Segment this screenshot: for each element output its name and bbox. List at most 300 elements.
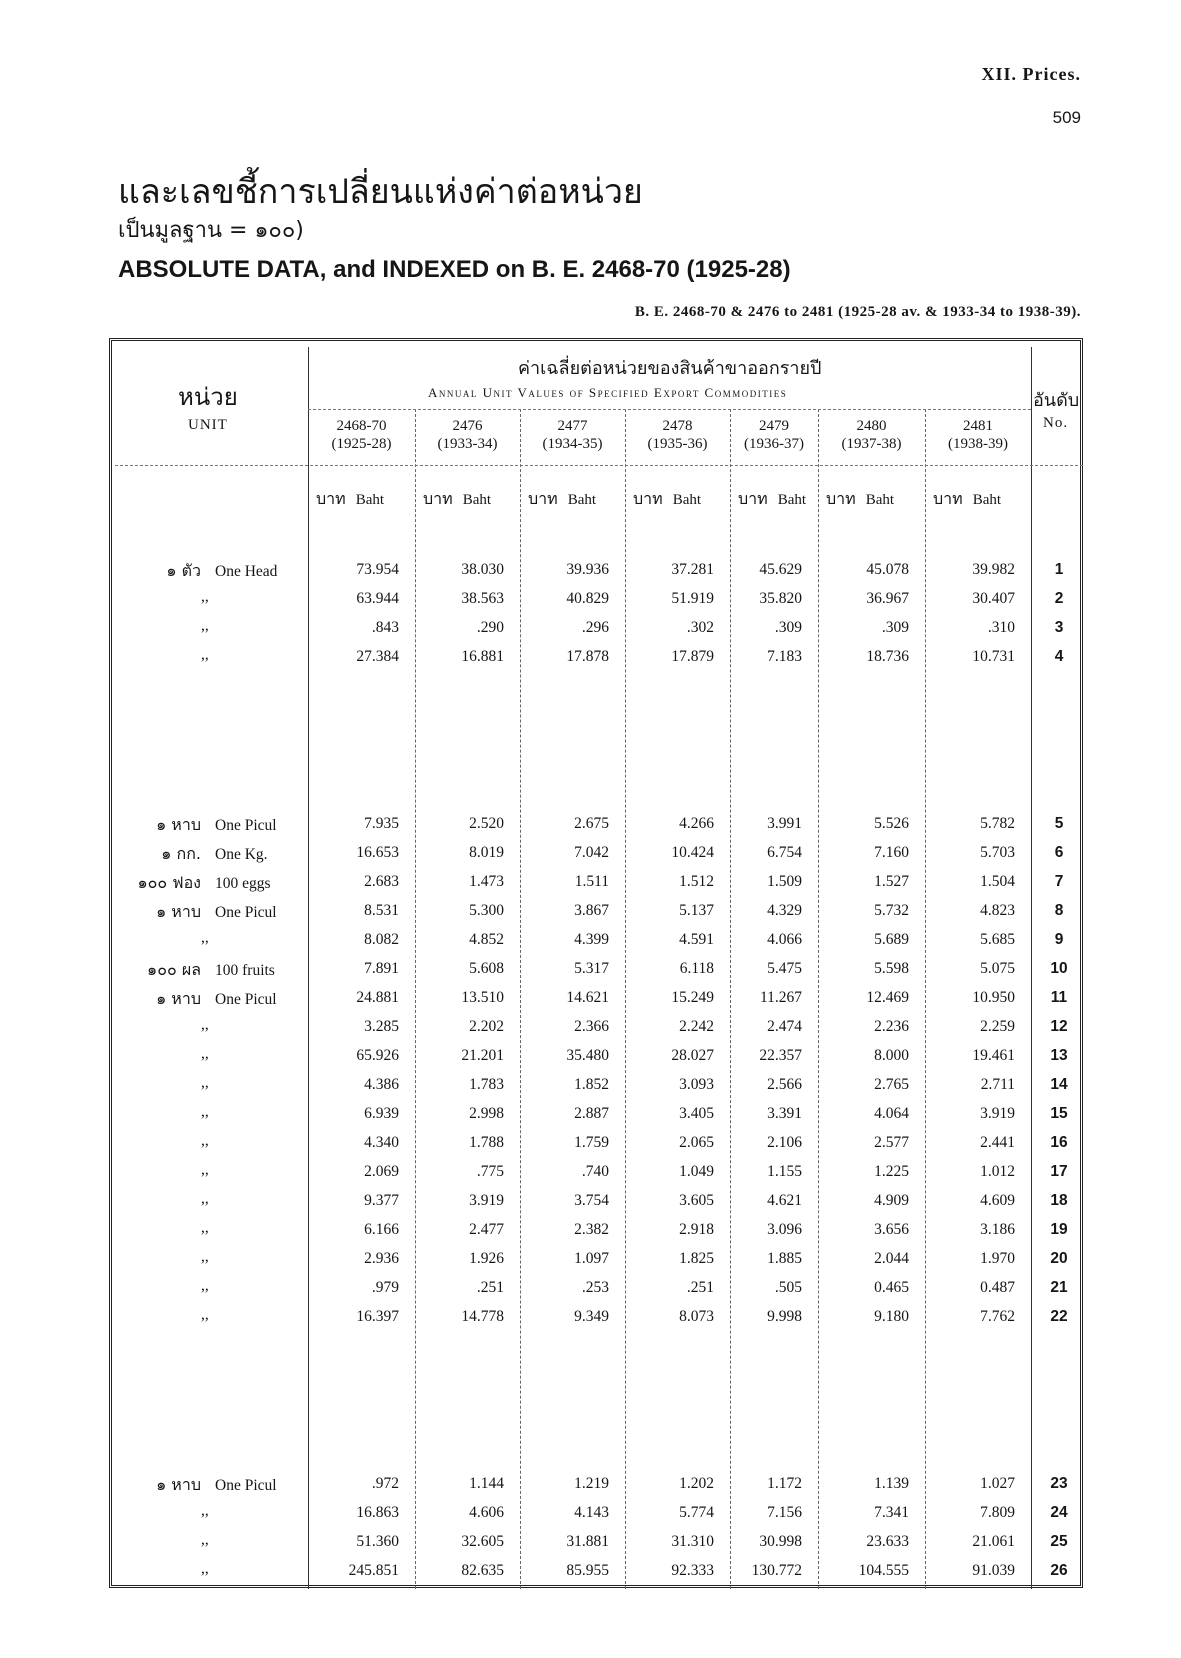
ditto-mark: ,, <box>201 1132 209 1149</box>
value-cell-2481: 0.487 <box>980 1279 1015 1296</box>
ditto-mark: ,, <box>201 1502 209 1519</box>
value-cell-2480: 104.555 <box>858 1562 909 1579</box>
year-header-be: 2479 <box>759 418 789 434</box>
value-cell-2481: 21.061 <box>972 1533 1015 1550</box>
section-header: XII. Prices. <box>981 64 1081 84</box>
currency-thai: บาท <box>933 489 963 508</box>
value-cell-2480: 1.225 <box>874 1163 909 1180</box>
currency-english: Baht <box>355 492 385 508</box>
value-cell-2480: 3.656 <box>874 1221 909 1238</box>
value-cell-2478: 37.281 <box>671 561 714 578</box>
currency-label <box>633 487 701 512</box>
value-cell-2478: 17.879 <box>671 648 714 665</box>
value-cell-2476: 3.919 <box>469 1192 504 1209</box>
unit-thai: ๑ หาบ <box>156 989 201 1008</box>
period-caption: B. E. 2468-70 & 2476 to 2481 (1925-28 av. & 1933-34 to 1938-39). <box>634 304 1081 320</box>
unit-cell <box>133 1473 277 1498</box>
unit-english: One Picul <box>215 1477 277 1494</box>
row-number: 26 <box>1050 1562 1068 1579</box>
row-number: 6 <box>1054 844 1064 861</box>
value-cell-2481: 1.012 <box>980 1163 1015 1180</box>
row-number: 11 <box>1050 989 1068 1006</box>
value-cell-2479: 1.885 <box>767 1250 802 1267</box>
unit-english: One Picul <box>215 904 277 921</box>
value-cell-2478: 5.774 <box>679 1504 714 1521</box>
value-cell-2468-70: 51.360 <box>356 1533 399 1550</box>
row-number: 1 <box>1054 561 1064 578</box>
value-cell-2476: 32.605 <box>461 1533 504 1550</box>
row-number: 17 <box>1050 1163 1068 1180</box>
value-cell-2477: 5.317 <box>574 960 609 977</box>
value-cell-2476: .251 <box>476 1279 504 1296</box>
ditto-mark: ,, <box>201 1161 209 1178</box>
unit-cell <box>133 900 277 925</box>
value-cell-2477: 2.366 <box>574 1018 609 1035</box>
value-cell-2479: 3.391 <box>767 1105 802 1122</box>
year-header-ad: (1934-35) <box>542 436 603 452</box>
value-cell-2476: 82.635 <box>461 1562 504 1579</box>
value-cell-2479: 4.621 <box>767 1192 802 1209</box>
ditto-mark: ,, <box>201 1531 209 1548</box>
value-cell-2481: 39.982 <box>972 561 1015 578</box>
value-cell-2478: 28.027 <box>671 1047 714 1064</box>
currency-label <box>826 487 894 512</box>
value-cell-2479: 7.156 <box>767 1504 802 1521</box>
unit-thai: ๑ ตัว <box>166 561 201 580</box>
value-cell-2477: 1.852 <box>574 1076 609 1093</box>
row-number: 9 <box>1054 931 1064 948</box>
value-cell-2476: 1.473 <box>469 873 504 890</box>
ditto-mark: ,, <box>201 1248 209 1265</box>
value-cell-2477: 85.955 <box>566 1562 609 1579</box>
value-cell-2479: 5.475 <box>767 960 802 977</box>
value-cell-2481: 7.809 <box>980 1504 1015 1521</box>
value-cell-2479: 3.096 <box>767 1221 802 1238</box>
value-cell-2478: 2.065 <box>679 1134 714 1151</box>
value-cell-2478: .302 <box>686 619 714 636</box>
value-cell-2481: 1.027 <box>980 1475 1015 1492</box>
currency-label <box>423 487 491 512</box>
value-cell-2478: 1.512 <box>679 873 714 890</box>
year-header-be: 2476 <box>452 418 483 434</box>
currency-label <box>316 487 384 512</box>
currency-english: Baht <box>672 492 702 508</box>
value-cell-2476: 21.201 <box>461 1047 504 1064</box>
value-cell-2480: 4.064 <box>874 1105 909 1122</box>
value-cell-2479: 2.566 <box>767 1076 802 1093</box>
currency-label <box>528 487 596 512</box>
number-column-rule <box>1031 347 1032 1589</box>
value-cell-2480: 7.341 <box>874 1504 909 1521</box>
group-header-thai: ค่าเฉลี่ยต่อหน่วยของสินค้าขาออกรายปี <box>518 358 822 379</box>
value-cell-2479: 4.066 <box>767 931 802 948</box>
row-number: 18 <box>1050 1192 1068 1209</box>
data-table <box>109 338 1083 1588</box>
value-cell-2479: 4.329 <box>767 902 802 919</box>
currency-english: Baht <box>865 492 895 508</box>
value-cell-2477: 39.936 <box>566 561 609 578</box>
value-cell-2480: .309 <box>881 619 909 636</box>
number-header-thai: อันดับ <box>1033 390 1080 411</box>
value-cell-2468-70: 27.384 <box>356 648 399 665</box>
value-cell-2479: 45.629 <box>759 561 802 578</box>
number-header-english: No. <box>1043 415 1069 431</box>
group-header-rule <box>308 409 1031 410</box>
year-header-ad: (1937-38) <box>841 436 902 452</box>
row-number: 7 <box>1054 873 1064 890</box>
value-cell-2468-70: 4.340 <box>364 1134 399 1151</box>
value-cell-2481: 5.782 <box>980 815 1015 832</box>
value-cell-2477: 2.887 <box>574 1105 609 1122</box>
currency-english: Baht <box>972 492 1002 508</box>
value-cell-2479: 2.106 <box>767 1134 802 1151</box>
value-cell-2479: 9.998 <box>767 1308 802 1325</box>
ditto-mark: ,, <box>201 588 209 605</box>
group-header-english: Annual Unit Values of Specified Export Commodities <box>428 385 788 400</box>
value-cell-2468-70: 8.531 <box>364 902 399 919</box>
header-bottom-rule <box>115 465 1083 466</box>
value-cell-2468-70: .979 <box>371 1279 399 1296</box>
value-cell-2477: 31.881 <box>566 1533 609 1550</box>
value-cell-2478: 1.049 <box>679 1163 714 1180</box>
page-number: 509 <box>1052 108 1081 127</box>
value-cell-2480: 7.160 <box>874 844 909 861</box>
value-cell-2480: 2.236 <box>874 1018 909 1035</box>
value-cell-2478: 8.073 <box>679 1308 714 1325</box>
value-cell-2478: 92.333 <box>671 1562 714 1579</box>
value-cell-2468-70: 16.863 <box>356 1504 399 1521</box>
value-cell-2481: 7.762 <box>980 1308 1015 1325</box>
year-header-ad: (1933-34) <box>437 436 498 452</box>
value-cell-2481: 30.407 <box>972 590 1015 607</box>
row-number: 12 <box>1050 1018 1068 1035</box>
value-cell-2479: 3.991 <box>767 815 802 832</box>
row-number: 3 <box>1054 619 1064 636</box>
row-number: 15 <box>1050 1105 1068 1122</box>
value-cell-2478: 5.137 <box>679 902 714 919</box>
value-cell-2479: 1.509 <box>767 873 802 890</box>
value-cell-2476: 2.202 <box>469 1018 504 1035</box>
value-cell-2480: 5.598 <box>874 960 909 977</box>
year-header-be: 2477 <box>557 418 588 434</box>
value-cell-2477: 3.754 <box>574 1192 609 1209</box>
value-cell-2481: 3.919 <box>980 1105 1015 1122</box>
value-cell-2478: 1.202 <box>679 1475 714 1492</box>
currency-label <box>738 487 806 512</box>
value-cell-2468-70: 2.069 <box>364 1163 399 1180</box>
value-cell-2478: 4.266 <box>679 815 714 832</box>
currency-english: Baht <box>567 492 597 508</box>
unit-header-thai: หน่วย <box>178 383 238 411</box>
value-cell-2478: 3.093 <box>679 1076 714 1093</box>
value-cell-2479: 130.772 <box>751 1562 802 1579</box>
value-cell-2476: 1.788 <box>469 1134 504 1151</box>
value-cell-2476: 14.778 <box>461 1308 504 1325</box>
value-cell-2468-70: 16.653 <box>356 844 399 861</box>
value-cell-2476: 2.998 <box>469 1105 504 1122</box>
row-number: 25 <box>1050 1533 1068 1550</box>
value-cell-2476: 16.881 <box>461 648 504 665</box>
row-number: 8 <box>1054 902 1064 919</box>
value-cell-2480: 12.469 <box>866 989 909 1006</box>
title-english: ABSOLUTE DATA, and INDEXED on B. E. 2468-70 (1925-28) <box>118 256 791 283</box>
value-cell-2478: 2.918 <box>679 1221 714 1238</box>
value-cell-2468-70: 4.386 <box>364 1076 399 1093</box>
unit-english: 100 fruits <box>215 962 275 979</box>
value-cell-2478: 3.405 <box>679 1105 714 1122</box>
row-number: 13 <box>1050 1047 1068 1064</box>
value-cell-2481: 2.259 <box>980 1018 1015 1035</box>
ditto-mark: ,, <box>201 1103 209 1120</box>
row-number: 5 <box>1054 815 1064 832</box>
value-cell-2480: 18.736 <box>866 648 909 665</box>
value-cell-2477: .253 <box>581 1279 609 1296</box>
value-cell-2476: .290 <box>476 619 504 636</box>
value-cell-2477: 2.675 <box>574 815 609 832</box>
year-header-be: 2481 <box>963 418 993 434</box>
year-header-ad: (1938-39) <box>948 436 1008 452</box>
value-cell-2468-70: 6.939 <box>364 1105 399 1122</box>
unit-thai: ๑ หาบ <box>156 815 201 834</box>
unit-english: One Kg. <box>215 846 268 863</box>
value-cell-2476: 38.030 <box>461 561 504 578</box>
ditto-mark: ,, <box>201 929 209 946</box>
value-cell-2468-70: 9.377 <box>364 1192 399 1209</box>
ditto-mark: ,, <box>201 1277 209 1294</box>
value-cell-2468-70: 7.935 <box>364 815 399 832</box>
value-cell-2468-70: 16.397 <box>356 1308 399 1325</box>
ditto-mark: ,, <box>201 1219 209 1236</box>
row-number: 22 <box>1050 1308 1068 1325</box>
value-cell-2468-70: 3.285 <box>364 1018 399 1035</box>
row-number: 20 <box>1050 1250 1068 1267</box>
value-cell-2478: 2.242 <box>679 1018 714 1035</box>
value-cell-2480: 1.527 <box>874 873 909 890</box>
year-header-be: 2468-70 <box>336 418 387 434</box>
row-number: 21 <box>1050 1279 1068 1296</box>
value-cell-2468-70: 2.936 <box>364 1250 399 1267</box>
currency-thai: บาท <box>826 489 856 508</box>
title-thai: และเลขชี้การเปลี่ยนแห่งค่าต่อหน่วย <box>118 172 643 212</box>
value-cell-2479: .309 <box>774 619 802 636</box>
value-cell-2468-70: 63.944 <box>356 590 399 607</box>
unit-thai: ๑๐๐ ฟอง <box>137 873 201 892</box>
value-cell-2481: 3.186 <box>980 1221 1015 1238</box>
value-cell-2476: 4.606 <box>469 1504 504 1521</box>
year-header-be: 2478 <box>662 418 693 434</box>
value-cell-2481: 1.970 <box>980 1250 1015 1267</box>
value-cell-2480: 5.689 <box>874 931 909 948</box>
value-cell-2477: 7.042 <box>574 844 609 861</box>
value-cell-2477: 14.621 <box>566 989 609 1006</box>
row-number: 19 <box>1050 1221 1068 1238</box>
value-cell-2476: 1.144 <box>469 1475 504 1492</box>
unit-english: One Picul <box>215 817 277 834</box>
value-cell-2481: 4.609 <box>980 1192 1015 1209</box>
value-cell-2480: 36.967 <box>866 590 909 607</box>
value-cell-2468-70: 245.851 <box>348 1562 399 1579</box>
value-cell-2481: 5.075 <box>980 960 1015 977</box>
currency-label <box>933 487 1001 512</box>
value-cell-2478: 15.249 <box>671 989 714 1006</box>
value-cell-2477: 35.480 <box>566 1047 609 1064</box>
value-cell-2479: 1.172 <box>767 1475 802 1492</box>
value-cell-2480: 1.139 <box>874 1475 909 1492</box>
value-cell-2480: 0.465 <box>874 1279 909 1296</box>
unit-english: One Picul <box>215 991 277 1008</box>
value-cell-2476: 1.926 <box>469 1250 504 1267</box>
value-cell-2477: 4.399 <box>574 931 609 948</box>
value-cell-2479: 30.998 <box>759 1533 802 1550</box>
value-cell-2477: 40.829 <box>566 590 609 607</box>
value-cell-2479: 6.754 <box>767 844 802 861</box>
value-cell-2479: 1.155 <box>767 1163 802 1180</box>
unit-cell <box>133 871 271 896</box>
value-cell-2477: 17.878 <box>566 648 609 665</box>
ditto-mark: ,, <box>201 1016 209 1033</box>
subtitle-thai: เป็นมูลฐาน = ๑๐๐) <box>118 218 304 243</box>
currency-thai: บาท <box>423 489 453 508</box>
row-number: 16 <box>1050 1134 1068 1151</box>
value-cell-2481: 4.823 <box>980 902 1015 919</box>
unit-cell <box>133 813 277 838</box>
value-cell-2481: 91.039 <box>972 1562 1015 1579</box>
value-cell-2481: 10.731 <box>972 648 1015 665</box>
ditto-mark: ,, <box>201 1074 209 1091</box>
value-cell-2480: 2.044 <box>874 1250 909 1267</box>
value-cell-2476: 2.477 <box>469 1221 504 1238</box>
value-cell-2468-70: 8.082 <box>364 931 399 948</box>
value-cell-2477: 1.511 <box>574 873 609 890</box>
value-cell-2478: 51.919 <box>671 590 714 607</box>
unit-cell <box>133 987 277 1012</box>
value-cell-2477: 4.143 <box>574 1504 609 1521</box>
value-cell-2481: 1.504 <box>980 873 1015 890</box>
value-cell-2478: 6.118 <box>679 960 714 977</box>
value-cell-2477: .296 <box>581 619 609 636</box>
currency-thai: บาท <box>528 489 558 508</box>
value-cell-2479: 11.267 <box>759 989 802 1006</box>
currency-thai: บาท <box>738 489 768 508</box>
unit-cell <box>133 559 277 584</box>
value-cell-2476: 13.510 <box>461 989 504 1006</box>
value-cell-2478: 10.424 <box>671 844 714 861</box>
value-cell-2476: .775 <box>476 1163 504 1180</box>
value-cell-2480: 4.909 <box>874 1192 909 1209</box>
value-cell-2477: 1.097 <box>574 1250 609 1267</box>
unit-thai: ๑ กก. <box>161 844 201 863</box>
value-cell-2479: 35.820 <box>759 590 802 607</box>
value-cell-2468-70: 24.881 <box>356 989 399 1006</box>
value-cell-2480: 9.180 <box>874 1308 909 1325</box>
value-cell-2480: 5.732 <box>874 902 909 919</box>
value-cell-2481: 19.461 <box>972 1047 1015 1064</box>
value-cell-2479: 2.474 <box>767 1018 802 1035</box>
value-cell-2476: 5.300 <box>469 902 504 919</box>
value-cell-2478: 1.825 <box>679 1250 714 1267</box>
value-cell-2481: 5.685 <box>980 931 1015 948</box>
ditto-mark: ,, <box>201 646 209 663</box>
value-cell-2480: 8.000 <box>874 1047 909 1064</box>
ditto-mark: ,, <box>201 1560 209 1577</box>
value-cell-2477: 1.759 <box>574 1134 609 1151</box>
year-header-ad: (1935-36) <box>647 436 708 452</box>
value-cell-2476: 38.563 <box>461 590 504 607</box>
unit-english: 100 eggs <box>215 875 271 892</box>
value-cell-2477: 3.867 <box>574 902 609 919</box>
value-cell-2476: 4.852 <box>469 931 504 948</box>
value-cell-2481: 2.441 <box>980 1134 1015 1151</box>
value-cell-2468-70: 6.166 <box>364 1221 399 1238</box>
row-number: 24 <box>1050 1504 1068 1521</box>
row-number: 14 <box>1050 1076 1068 1093</box>
row-number: 4 <box>1054 648 1064 665</box>
value-cell-2468-70: .972 <box>371 1475 399 1492</box>
value-cell-2481: 10.950 <box>972 989 1015 1006</box>
unit-thai: ๑๐๐ ผล <box>147 960 201 979</box>
value-cell-2481: .310 <box>987 619 1015 636</box>
currency-english: Baht <box>462 492 492 508</box>
currency-thai: บาท <box>633 489 663 508</box>
row-number: 10 <box>1050 960 1068 977</box>
value-cell-2468-70: .843 <box>371 619 399 636</box>
value-cell-2477: 2.382 <box>574 1221 609 1238</box>
value-cell-2480: 2.765 <box>874 1076 909 1093</box>
value-cell-2476: 5.608 <box>469 960 504 977</box>
unit-cell <box>133 958 275 983</box>
value-cell-2476: 8.019 <box>469 844 504 861</box>
value-cell-2479: .505 <box>774 1279 802 1296</box>
value-cell-2479: 22.357 <box>759 1047 802 1064</box>
value-cell-2480: 5.526 <box>874 815 909 832</box>
row-number: 23 <box>1050 1475 1068 1492</box>
ditto-mark: ,, <box>201 1306 209 1323</box>
value-cell-2477: 1.219 <box>574 1475 609 1492</box>
ditto-mark: ,, <box>201 617 209 634</box>
currency-english: Baht <box>777 492 807 508</box>
value-cell-2477: .740 <box>581 1163 609 1180</box>
value-cell-2478: .251 <box>686 1279 714 1296</box>
value-cell-2480: 23.633 <box>866 1533 909 1550</box>
value-cell-2468-70: 65.926 <box>356 1047 399 1064</box>
value-cell-2468-70: 73.954 <box>356 561 399 578</box>
ditto-mark: ,, <box>201 1045 209 1062</box>
row-number: 2 <box>1054 590 1064 607</box>
year-header-ad: (1925-28) <box>331 436 392 452</box>
value-cell-2468-70: 7.891 <box>364 960 399 977</box>
year-header-ad: (1936-37) <box>744 436 804 452</box>
value-cell-2476: 2.520 <box>469 815 504 832</box>
currency-thai: บาท <box>316 489 346 508</box>
value-cell-2481: 5.703 <box>980 844 1015 861</box>
value-cell-2481: 2.711 <box>980 1076 1015 1093</box>
unit-cell <box>133 842 268 867</box>
value-cell-2478: 4.591 <box>679 931 714 948</box>
value-cell-2478: 31.310 <box>671 1533 714 1550</box>
value-cell-2477: 9.349 <box>574 1308 609 1325</box>
value-cell-2468-70: 2.683 <box>364 873 399 890</box>
unit-thai: ๑ หาบ <box>156 902 201 921</box>
ditto-mark: ,, <box>201 1190 209 1207</box>
value-cell-2480: 45.078 <box>866 561 909 578</box>
value-cell-2478: 3.605 <box>679 1192 714 1209</box>
unit-header-english: UNIT <box>188 417 228 433</box>
value-cell-2480: 2.577 <box>874 1134 909 1151</box>
value-cell-2476: 1.783 <box>469 1076 504 1093</box>
value-cell-2479: 7.183 <box>767 648 802 665</box>
year-header-be: 2480 <box>856 418 887 434</box>
unit-english: One Head <box>215 563 278 580</box>
